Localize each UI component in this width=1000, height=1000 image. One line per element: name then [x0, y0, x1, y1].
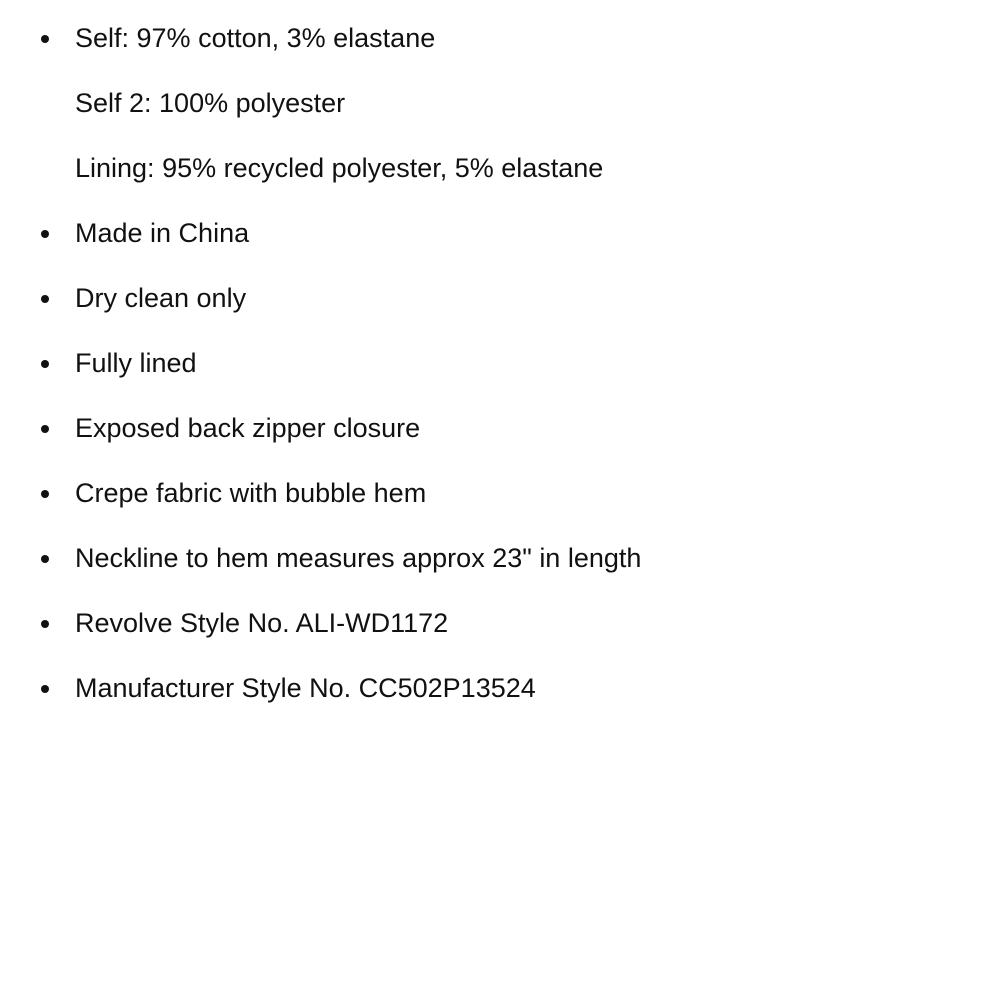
bullet-icon [41, 685, 49, 693]
bullet-icon [41, 490, 49, 498]
bullet-icon [41, 35, 49, 43]
list-item-text: Manufacturer Style No. CC502P13524 [75, 673, 536, 703]
bullet-icon [41, 620, 49, 628]
list-item-text: Self 2: 100% polyester [75, 88, 346, 118]
bullet-icon [41, 425, 49, 433]
list-item-text: Crepe fabric with bubble hem [75, 478, 427, 508]
list-item-text: Self: 97% cotton, 3% elastane [75, 23, 436, 53]
bullet-icon [41, 230, 49, 238]
list-item-text: Exposed back zipper closure [75, 413, 421, 443]
list-item-text: Neckline to hem measures approx 23" in length [75, 543, 642, 573]
list-item-text: Lining: 95% recycled polyester, 5% elastane [75, 153, 604, 183]
list-item-text: Dry clean only [75, 283, 247, 313]
list-item-text: Fully lined [75, 348, 197, 378]
list-item-text: Revolve Style No. ALI-WD1172 [75, 608, 449, 638]
bullet-icon [41, 295, 49, 303]
list-item-text: Made in China [75, 218, 250, 248]
bullet-icon [41, 555, 49, 563]
bullet-icon [41, 360, 49, 368]
